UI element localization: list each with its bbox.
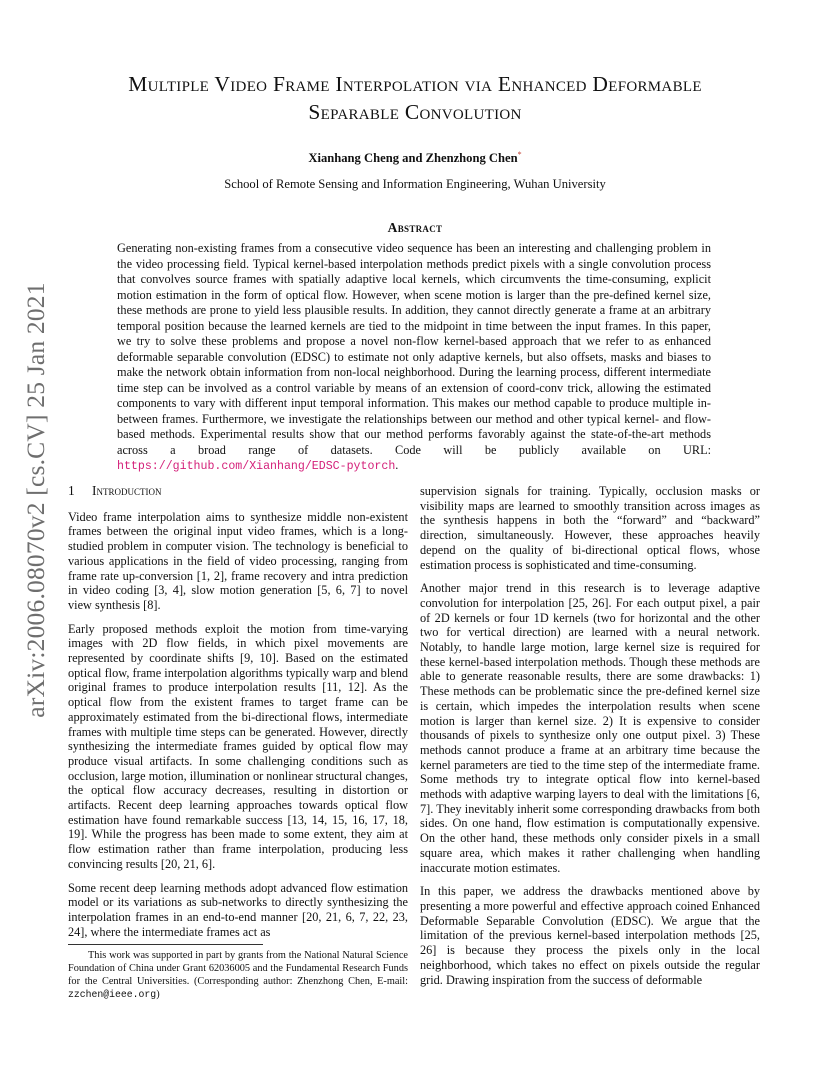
footnote bbox=[68, 950, 408, 1002]
left-column bbox=[68, 484, 408, 948]
title-line-1: Multiple Video Frame Interpolation via Enhanced Deformable bbox=[128, 72, 702, 96]
author-names: Xianhang Cheng and Zhenzhong Chen bbox=[308, 151, 518, 166]
abstract-heading: Abstract bbox=[387, 220, 443, 235]
code-url-link[interactable]: https://github.com/Xianhang/EDSC-pytorch bbox=[117, 460, 396, 473]
paragraph: Another major trend in this research is to leverage adaptive convolution for interpolation [25, 26]. For each output pixel, a pair of 2D kernels or four 1D kernels (two for horizontal and the other two for vertical direction) are learned with a neural network. Notably, to handle large motion, large kernel size is required for these kernel-based interpolation methods. Though these methods are able to generate reasonable results, there are some drawbacks: 1) These methods can be problematic since the pre-defined kernel size is certain, which impedes the interpolation results when scene motion is larger than kernel size. 2) It is expensive to consider thousands of pixels to synthesize only one output pixel. 3) These methods cannot produce a frame at an arbitrary time because the kernel parameters are tied to the time step of the intermediate frame. Some methods try to integrate optical flow into kernel-based methods with adaptive warping layers to deal with the limitations [6, 7]. They inevitably inherit some corresponding drawbacks from both sides. On one hand, flow estimation is computationally expensive. On the other hand, these methods only consider pixels in a small square area, which makes it rather challenging when handling inaccurate motion estimates. bbox=[420, 581, 760, 875]
section-heading bbox=[68, 484, 408, 499]
abstract-body bbox=[117, 241, 711, 475]
arxiv-identifier: arXiv:2006.08070v2 [cs.CV] 25 Jan 2021 bbox=[21, 282, 50, 718]
footnote-email: zzchen@ieee.org bbox=[68, 988, 157, 1000]
paragraph: In this paper, we address the drawbacks mentioned above by presenting a more powerful and effective approach coined Enhanced Deformable Separable Convolution (EDSC). We argue that the limitation of the previous kernel-based interpolation methods [25, 26] is because they process the pixels only in the local neighborhood, which takes no effect on pixels outside the regular grid. Drawing inspiration from the success of deformable bbox=[420, 884, 760, 987]
paragraph: Some recent deep learning methods adopt advanced flow estimation model or its variations as sub-networks to directly synthesizing the interpolation frames in an end-to-end manner [20, 21, 6, 7, 22, 23, 24], where the intermediate frames act as bbox=[68, 880, 408, 939]
right-column bbox=[420, 484, 760, 996]
paper-title bbox=[100, 70, 730, 126]
abstract-text: Generating non-existing frames from a consecutive video sequence has been an interesting and challenging problem in the video processing field. Typical kernel-based interpolation methods predict pixels with a single convolution process that convolves source frames with spatially adaptive local kernels, which circumvents the time-consuming, explicit motion estimation in the form of optical flow. However, when scene motion is larger than the pre-defined kernel size, these methods are prone to yield less plausible results. In addition, they cannot directly generate a frame at an arbitrary temporal position because the learned kernels are tied to the midpoint in time between the input frames. In this paper, we try to solve these problems and propose a novel non-flow kernel-based approach that we refer to as enhanced deformable separable convolution (EDSC) to estimate not only adaptive kernels, but also offsets, masks and biases to make the network obtain information from non-local neighborhood. During the learning process, different intermediate time step can be involved as a control variable by means of an extension of coord-conv trick, allowing the estimated components to vary with different input temporal information. This makes our method capable to produce multiple in-between frames. Furthermore, we investigate the relationships between our method and other typical kernel- and flow-based methods. Experimental results show that our method performs favorably against the state-of-the-art methods across a broad range of datasets. Code will be publicly available on URL: bbox=[117, 241, 711, 457]
title-line-2: Separable Convolution bbox=[308, 100, 522, 124]
corresponding-author-mark: * bbox=[517, 150, 522, 159]
section-number: 1 bbox=[68, 483, 75, 498]
section-title: Introduction bbox=[92, 483, 162, 498]
abstract-end: . bbox=[395, 458, 399, 472]
paragraph: supervision signals for training. Typically, occlusion masks or visibility maps are learned to smoothly transition across images as the synthesis happens in both the “forward” and “backward” direction, simultaneously. However, these approaches heavily depend on the quality of bi-directional optical flows, whose estimation process is sophisticated and time-consuming. bbox=[420, 484, 760, 572]
paragraph: Early proposed methods exploit the motion from time-varying images with 2D flow fields, in which pixel movements are represented by coordinate shifts [9, 10]. Based on the estimated optical flow, frame interpolation algorithms typically warp and blend original frames to produce interpolation results [11, 12]. As the optical flow from the existent frames to target frame can be approximately estimated from the bi-directional flows, intermediate frames with multiple time steps can be generated. However, directly synthesizing the intermediate frames guided by optical flow may produce visual artifacts. In some challenging conditions such as occlusion, large motion, illumination or nonlinear structural changes, the optical flow accuracy decreases, resulting in distortion or artifacts. Recent deep learning approaches towards optical flow estimation have found remarkable success [13, 14, 15, 16, 17, 18, 19]. While the progress has been made to some extent, they aim at flow estimation rather than frame interpolation, producing less convincing results [20, 21, 6]. bbox=[68, 621, 408, 871]
arxiv-sidebar bbox=[20, 282, 52, 718]
footnote-rule bbox=[68, 944, 263, 945]
author-list bbox=[100, 150, 730, 166]
affiliation: School of Remote Sensing and Information Engineering, Wuhan University bbox=[224, 177, 606, 191]
footnote-text: This work was supported in part by grants from the National Natural Science Foundation of China under Grant 62036005 and the Fundamental Research Funds for the Central Universities. (Corresponding author: Zhenzhong Chen, E-mail: bbox=[68, 950, 408, 987]
paragraph: Video frame interpolation aims to synthesize middle non-existent frames between the original input video frames, which is a long-studied problem in computer vision. The technology is beneficial to various applications in the field of video processing, ranging from frame rate up-conversion [1, 2], frame recovery and intra prediction in video coding [3, 4], slow motion generation [5, 6, 7] to novel view synthesis [8]. bbox=[68, 509, 408, 612]
footnote-end: ) bbox=[156, 988, 160, 1000]
